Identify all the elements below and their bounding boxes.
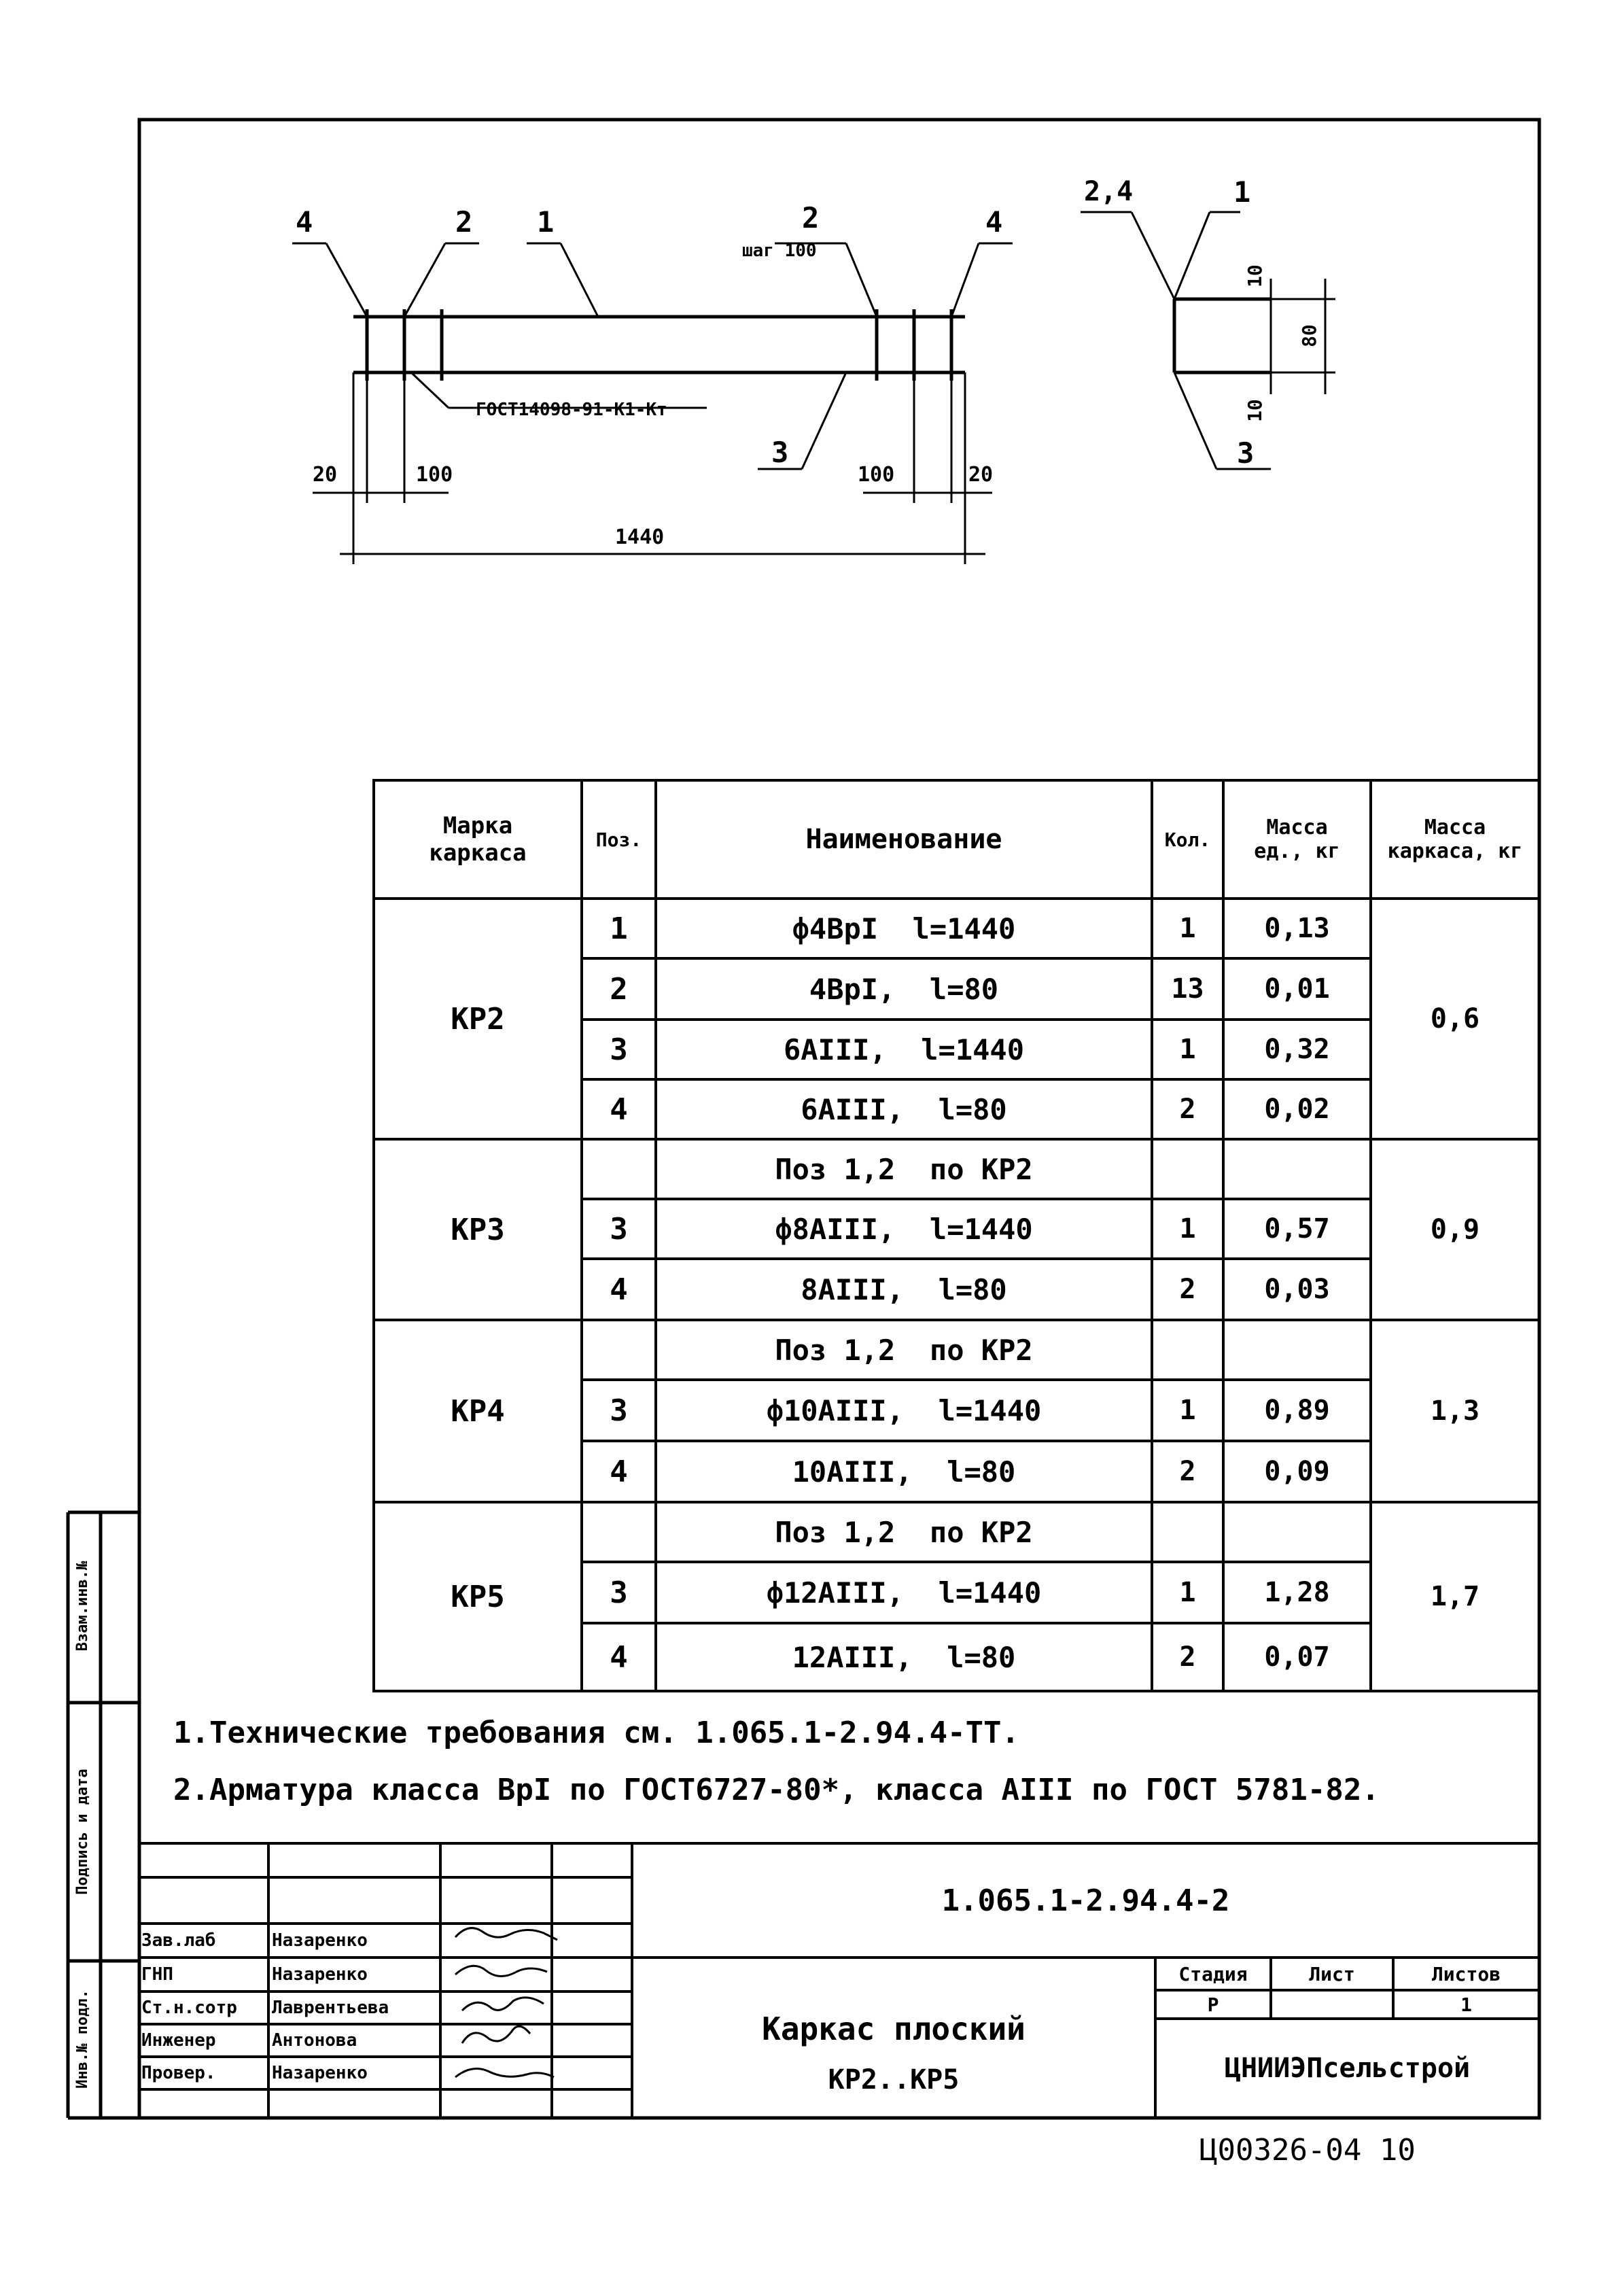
step-note: шаг 100: [742, 241, 817, 261]
row-pos: 3: [610, 1032, 628, 1067]
footer-code: Ц00326-04 10: [1199, 2133, 1416, 2168]
row-name: 4ВрI, l=80: [809, 972, 999, 1006]
row-mass: [1223, 1502, 1371, 1562]
staff-role: Зав.лаб: [141, 1930, 216, 1951]
row-name: ф12АIII, l=1440: [766, 1576, 1042, 1610]
row-pos: 3: [610, 1393, 628, 1428]
row-name: ф4ВрI l=1440: [792, 911, 1016, 945]
group-mass-kr3: 0,9: [1430, 1214, 1480, 1245]
row-mass: 0,32: [1264, 1034, 1330, 1065]
dim-20-left: 20: [313, 463, 338, 487]
stage-label: Стадия: [1178, 1962, 1248, 1985]
sheets-label: Листов: [1431, 1962, 1501, 1985]
row-mass: 0,01: [1264, 973, 1330, 1005]
row-pos: 3: [610, 1211, 628, 1247]
section-dim-10-bottom: 10: [1243, 399, 1266, 422]
doc-code: 1.065.1-2.94.4-2: [941, 1883, 1230, 1918]
staff-name: Антонова: [272, 2030, 357, 2051]
callout-pos1: 1: [537, 205, 555, 239]
stamp-podpis-data: Подпись и дата: [74, 1769, 91, 1895]
row-name: 12АIII, l=80: [792, 1640, 1016, 1674]
row-pos: [582, 1320, 656, 1380]
staff-name: Назаренко: [272, 1964, 368, 1985]
dim-20-right: 20: [968, 463, 994, 487]
row-name: Поз 1,2 по КР2: [775, 1333, 1033, 1367]
dim-total-1440: 1440: [615, 525, 665, 549]
section-dim-80: 80: [1297, 324, 1320, 347]
row-mass: 0,13: [1264, 913, 1330, 944]
row-qty: 1: [1179, 1577, 1196, 1608]
staff-role: Провер.: [141, 2063, 216, 2083]
row-pos: [582, 1502, 656, 1562]
row-name: ф8АIII, l=1440: [775, 1212, 1033, 1246]
group-mass-kr5: 1,7: [1430, 1581, 1480, 1612]
header-mark: Марка каркаса: [429, 812, 527, 867]
staff-name: Назаренко: [272, 1930, 368, 1951]
section-dim-10-top: 10: [1243, 264, 1266, 288]
row-mass: 0,03: [1264, 1274, 1330, 1305]
staff-name: Назаренко: [272, 2063, 368, 2083]
dim-100-right: 100: [858, 463, 895, 487]
row-qty: 1: [1179, 913, 1196, 944]
callout-pos2-left: 2: [455, 205, 473, 239]
row-pos: 4: [610, 1639, 628, 1675]
row-qty: 13: [1171, 973, 1204, 1005]
organization: ЦНИИЭПсельстрой: [1224, 2053, 1471, 2084]
callout-pos4-right: 4: [985, 205, 1003, 239]
drawing-title-line2: КР2..КР5: [828, 2064, 960, 2095]
staff-role: Инженер: [141, 2030, 216, 2051]
group-mass-kr2: 0,6: [1430, 1003, 1480, 1034]
header-frame-mass: Масса каркаса, кг: [1387, 816, 1523, 863]
row-mass: 0,09: [1264, 1456, 1330, 1487]
row-name: 10АIII, l=80: [792, 1455, 1016, 1489]
group-mass-kr4: 1,3: [1430, 1395, 1480, 1427]
row-qty: [1152, 1139, 1223, 1199]
group-mark-kr5: КР5: [451, 1579, 505, 1614]
row-mass: 0,07: [1264, 1641, 1330, 1673]
row-name: Поз 1,2 по КР2: [775, 1515, 1033, 1549]
row-pos: 4: [610, 1454, 628, 1489]
row-qty: 2: [1179, 1094, 1196, 1125]
row-mass: 1,28: [1264, 1577, 1330, 1608]
section-callout-2-4: 2,4: [1084, 176, 1134, 207]
row-mass: [1223, 1139, 1371, 1199]
row-name: 6АIII, l=1440: [783, 1032, 1024, 1066]
row-name: ф10АIII, l=1440: [766, 1393, 1042, 1427]
header-qty: Кол.: [1164, 828, 1211, 851]
row-name: Поз 1,2 по КР2: [775, 1152, 1033, 1186]
sheets-value: 1: [1460, 1993, 1472, 2016]
callout-pos3: 3: [771, 436, 789, 469]
stamp-vzam-inv: Взам.инв.№: [74, 1561, 91, 1652]
callout-pos4-left: 4: [296, 205, 313, 239]
row-qty: 1: [1179, 1034, 1196, 1065]
header-unit-mass: Масса ед., кг: [1254, 816, 1340, 863]
weld-note: ГОСТ14098-91-К1-Кт: [476, 400, 667, 420]
row-name: 8АIII, l=80: [801, 1272, 1007, 1306]
row-mass: [1223, 1320, 1371, 1380]
section-callout-1: 1: [1233, 175, 1251, 209]
group-mark-kr3: КР3: [451, 1212, 505, 1247]
row-qty: [1152, 1320, 1223, 1380]
note-1: 1.Технические требования см. 1.065.1-2.94.4-ТТ.: [173, 1716, 1020, 1750]
row-name: 6АIII, l=80: [801, 1092, 1007, 1126]
drawing-title-line1: Каркас плоский: [762, 2011, 1026, 2047]
row-mass: 0,89: [1264, 1395, 1330, 1426]
row-pos: 1: [610, 911, 628, 946]
row-qty: 2: [1179, 1456, 1196, 1487]
dim-100-left: 100: [416, 463, 453, 487]
row-qty: 2: [1179, 1641, 1196, 1673]
group-mark-kr2: КР2: [451, 1001, 505, 1037]
group-mark-kr4: КР4: [451, 1393, 505, 1429]
sheet-value: [1271, 1990, 1393, 2019]
header-pos: Поз.: [595, 828, 642, 851]
stamp-inv-podl: Инв.№ подл.: [74, 1989, 91, 2089]
row-pos: 3: [610, 1575, 628, 1610]
row-mass: 0,02: [1264, 1094, 1330, 1125]
row-pos: 2: [610, 971, 628, 1007]
row-mass: 0,57: [1264, 1213, 1330, 1245]
staff-name: Лаврентьева: [272, 1998, 389, 2018]
sheet-label: Лист: [1309, 1962, 1355, 1985]
stage-value: Р: [1207, 1993, 1219, 2016]
row-qty: 1: [1179, 1395, 1196, 1426]
staff-role: ГНП: [141, 1964, 173, 1985]
staff-role: Ст.н.сотр: [141, 1998, 237, 2018]
header-name: Наименование: [805, 824, 1002, 855]
row-qty: 1: [1179, 1213, 1196, 1245]
note-2: 2.Арматура класса ВрI по ГОСТ6727-80*, класса АIII по ГОСТ 5781-82.: [173, 1773, 1380, 1807]
callout-pos2-right: 2: [802, 201, 820, 234]
row-pos: 4: [610, 1092, 628, 1127]
row-qty: 2: [1179, 1274, 1196, 1305]
row-qty: [1152, 1502, 1223, 1562]
row-pos: 4: [610, 1272, 628, 1307]
row-pos: [582, 1139, 656, 1199]
section-callout-3: 3: [1237, 436, 1255, 470]
